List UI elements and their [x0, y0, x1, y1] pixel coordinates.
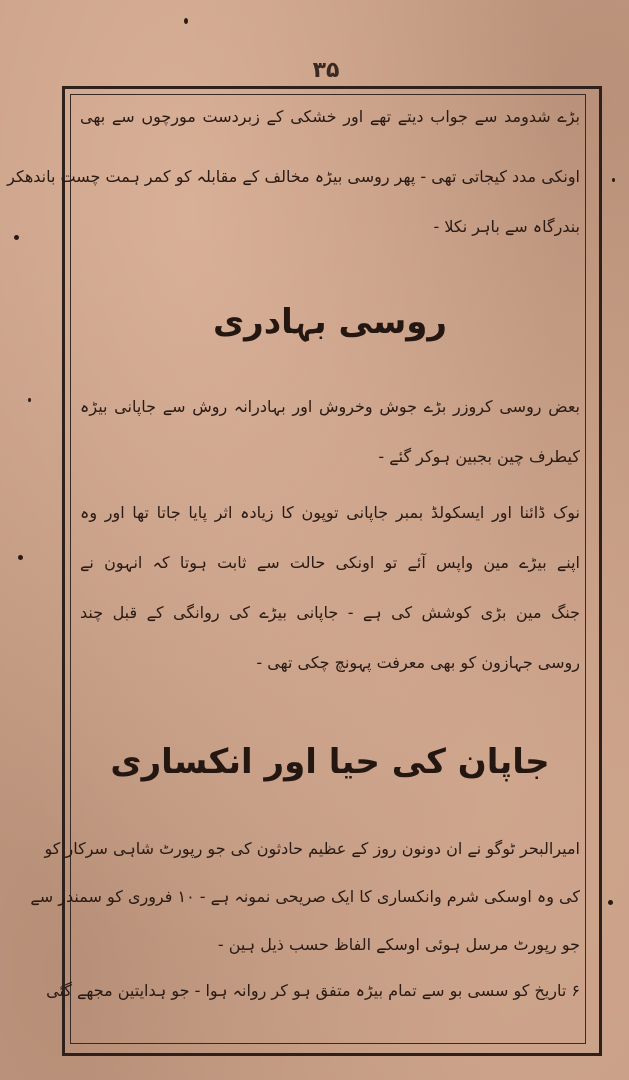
ink-speck — [612, 178, 615, 182]
text-line: بندرگاہ سے باہر نکلا - — [433, 217, 580, 236]
ink-speck — [14, 235, 19, 240]
ink-speck — [608, 900, 613, 905]
text-line: جو رپورٹ مرسل ہوئی اوسکے الفاظ حسب ذیل ہین - — [217, 935, 580, 954]
text-line: روسی جہازون کو بھی معرفت پہونچ چکی تھی - — [256, 653, 580, 672]
paragraph-russian-bravery — [80, 392, 580, 678]
text-line: نوک ڈائنا اور ایسکولڈ بمبر جاپانی توپون کا زیادہ اثر پایا جاتا تھا اور وہ — [80, 503, 580, 522]
text-line: بڑے شدومد سے جواب دیتے تھے اور خشکی کے زبردست مورچوں سے بھی — [80, 107, 580, 126]
text-line: ۶ تاریخ کو سسی بو سے تمام بیڑہ متفق ہو کر روانہ ہوا - جو ہدایتین مجھے گئی — [46, 981, 580, 1000]
page-body — [7, 100, 580, 1006]
page-number: ۳۵ — [312, 58, 340, 83]
text-line: اپنے بیڑے مین واپس آئے تو اونکی حالت سے ثابت ہوتا کہ انہون نے — [80, 553, 580, 572]
text-line: بعض روسی کروزر بڑے جوش وخروش اور بہادرانہ روش سے جاپانی بیڑہ — [80, 397, 580, 416]
text-line: امیرالبحر ٹوگو نے ان دونون روز کے عظیم حادثون کی جو رپورٹ شاہی سرکار کو — [44, 839, 580, 858]
ink-speck — [28, 398, 31, 402]
section-heading-japan-modesty: جاپان کی حیا اور انکساری — [110, 742, 550, 782]
paragraph-japan-modesty — [30, 834, 580, 1006]
text-line: کیطرف چین بجبین ہوکر گئے - — [378, 447, 580, 466]
text-line: اونکی مدد کیجاتی تھی - پھر روسی بیڑہ مخالف کے مقابلہ کو کمر ہمت چست باندھکر — [7, 167, 580, 186]
ink-speck — [184, 18, 188, 24]
section-heading-russian-bravery: روسی بہادری — [212, 302, 447, 342]
text-line: جنگ مین بڑی کوشش کی ہے - جاپانی بیڑے کی روانگی کے قبل چند — [80, 603, 580, 622]
ink-speck — [18, 555, 23, 560]
paragraph-continued — [7, 102, 580, 242]
text-line: کی وہ اوسکی شرم وانکساری کا ایک صریحی نمونہ ہے - ۱۰ فروری کو سمندر سے — [30, 887, 580, 906]
